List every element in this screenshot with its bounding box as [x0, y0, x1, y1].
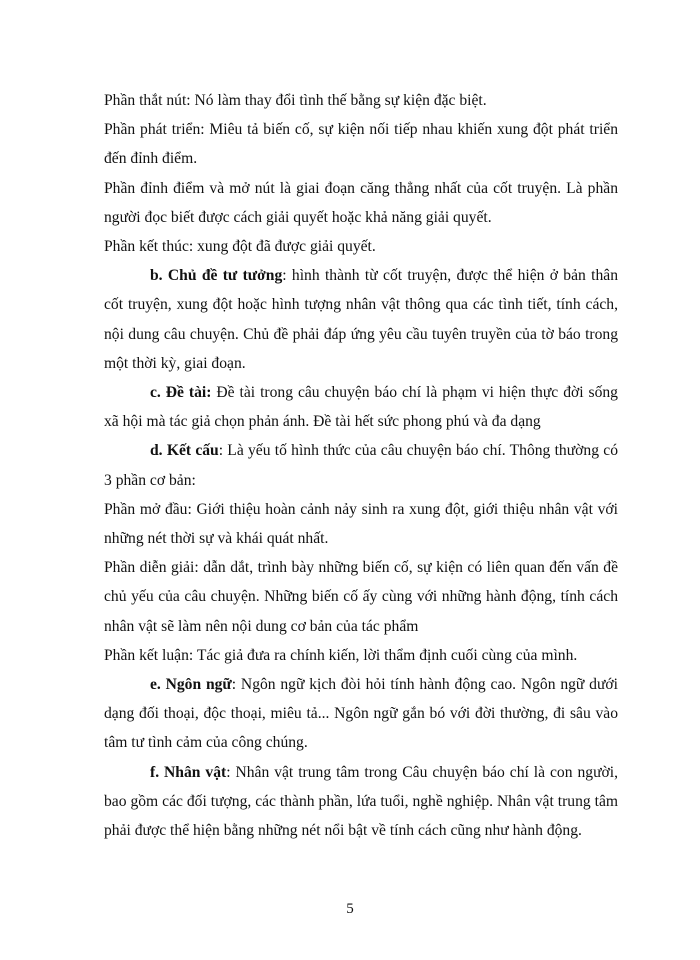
body-ngon-ngu: : Ngôn ngữ kịch đòi hỏi tính hành động cao. Ngôn ngữ dưới dạng đối thoại, độc thoại, miêu tả... Ngôn ngữ gắn bó với đời thường, đi sâu vào tâm tư tình cảm của công chúng. — [104, 676, 618, 752]
paragraph-ket-cau — [104, 436, 618, 494]
document-body — [104, 86, 618, 845]
paragraph-de-tai — [104, 378, 618, 436]
paragraph-mo-dau: Phần mở đầu: Giới thiệu hoàn cảnh nảy sinh ra xung đột, giới thiệu nhân vật với những nét thời sự và khái quát nhất. — [104, 500, 618, 548]
paragraph-that-nut: Phần thắt nút: Nó làm thay đổi tình thế bằng sự kiện đặc biệt. — [104, 92, 487, 109]
paragraph-ket-thuc: Phần kết thúc: xung đột đã được giải quyết. — [104, 238, 376, 256]
paragraph-ngon-ngu — [104, 670, 618, 758]
body-ket-cau: : Là yếu tố hình thức của câu chuyện báo chí. Thông thường có 3 phần cơ bản: — [104, 442, 618, 489]
paragraph-chu-de — [104, 261, 618, 378]
heading-ngon-ngu: e. Ngôn ngữ — [150, 676, 232, 694]
paragraph-dien-giai: Phần diễn giải: dẫn dắt, trình bày những biến cố, sự kiện có liên quan đến vấn đề chủ yếu của câu chuyện. Những biến cố ấy cùng với những hành động, tính cách nhân vật sẽ làm nên nội dung cơ bản của tác phẩm — [104, 559, 618, 635]
heading-nhan-vat: f. Nhân vật — [150, 763, 227, 781]
body-de-tai: Đề tài trong câu chuyện báo chí là phạm vi hiện thực đời sống xã hội mà tác giả chọn phản ánh. Đề tài hết sức phong phú và đa dạng — [104, 384, 618, 431]
body-nhan-vat: : Nhân vật trung tâm trong Câu chuyện báo chí là con người, bao gồm các đối tượng, các thành phần, lứa tuổi, nghề nghiệp. Nhân vật trung tâm phải được thể hiện bằng những nét nổi bật về tính cách cũng như hành động. — [104, 763, 618, 840]
heading-chu-de: b. Chủ đề tư tưởng — [150, 267, 283, 285]
paragraph-nhan-vat — [104, 758, 618, 846]
body-chu-de: : hình thành từ cốt truyện, được thể hiện ở bản thân cốt truyện, xung đột hoặc hình tượng nhân vật thông qua các tình tiết, tính cách, nội dung câu chuyện. Chủ đề phải đáp ứng yêu cầu tuyên truyền của tờ báo trong một thời kỳ, giai đoạn. — [104, 267, 618, 372]
paragraph-dinh-diem: Phần đỉnh điểm và mở nút là giai đoạn căng thẳng nhất của cốt truyện. Là phần người đọc biết được cách giải quyết hoặc khả năng giải quyết. — [104, 179, 618, 226]
heading-de-tai: c. Đề tài: — [150, 384, 212, 402]
heading-ket-cau: d. Kết cấu — [150, 442, 219, 460]
paragraph-phat-trien: Phần phát triển: Miêu tả biến cố, sự kiện nối tiếp nhau khiến xung đột phát triển đến đỉnh điểm. — [104, 121, 618, 168]
page-number: 5 — [346, 901, 354, 917]
paragraph-ket-luan: Phần kết luận: Tác giả đưa ra chính kiến, lời thẩm định cuối cùng của mình. — [104, 646, 578, 664]
